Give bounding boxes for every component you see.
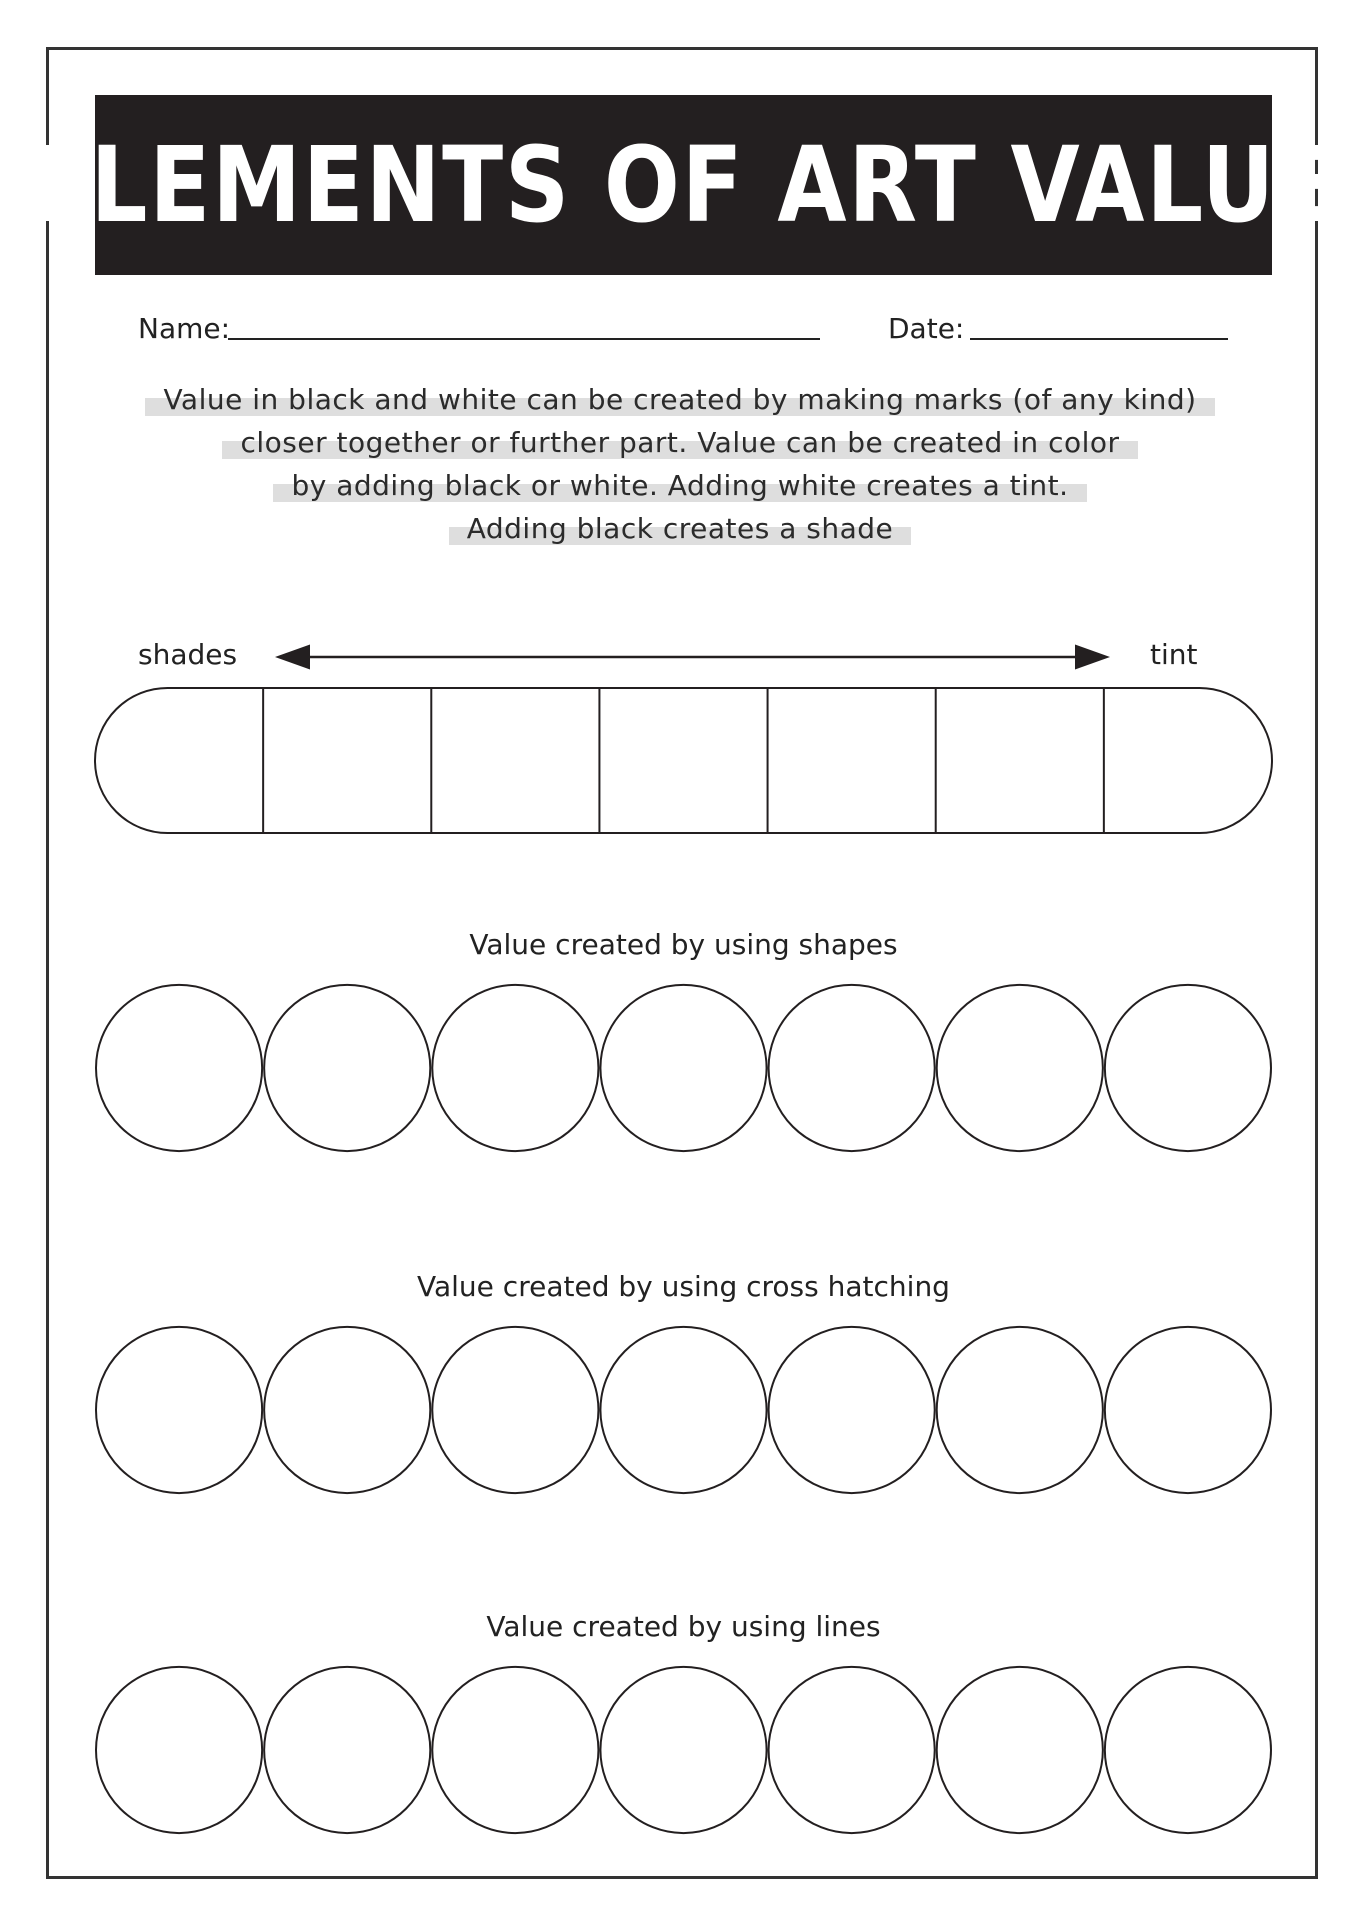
intro-line: Adding black creates a shade [100,507,1260,550]
section-label-cross-hatching: Value created by using cross hatching [417,1270,950,1303]
page-title: ELEMENTS OF ART VALUE [27,124,1340,246]
value-scale-cell[interactable] [263,688,431,833]
practice-circle[interactable] [769,1667,935,1833]
practice-circle[interactable] [1105,1327,1271,1493]
tint-label: tint [1150,638,1198,671]
practice-circle[interactable] [96,1327,262,1493]
practice-circle[interactable] [937,985,1103,1151]
section-label-shapes: Value created by using shapes [469,928,898,961]
practice-circle[interactable] [264,1327,430,1493]
practice-circle[interactable] [769,985,935,1151]
practice-circle[interactable] [264,985,430,1151]
practice-circle[interactable] [1105,1667,1271,1833]
value-scale [95,688,1272,833]
intro-line: closer together or further part. Value can be created in color [100,421,1260,464]
value-scale-cell[interactable] [936,688,1104,833]
practice-circle[interactable] [937,1327,1103,1493]
name-label: Name: [138,312,231,345]
practice-circle[interactable] [769,1327,935,1493]
practice-circle[interactable] [600,1327,766,1493]
practice-circle[interactable] [96,985,262,1151]
value-scale-cell[interactable] [1104,688,1272,833]
intro-line: Value in black and white can be created by making marks (of any kind) [100,378,1260,421]
practice-circle[interactable] [432,1667,598,1833]
practice-circle[interactable] [96,1667,262,1833]
practice-circle[interactable] [264,1667,430,1833]
value-scale-cell[interactable] [599,688,767,833]
value-scale-cell[interactable] [768,688,936,833]
shades-label: shades [138,638,238,671]
practice-circle[interactable] [600,985,766,1151]
practice-circle[interactable] [937,1667,1103,1833]
practice-circles [96,985,1271,1833]
practice-circle[interactable] [432,1327,598,1493]
practice-circle[interactable] [600,1667,766,1833]
value-scale-cell[interactable] [95,688,263,833]
practice-circle[interactable] [432,985,598,1151]
section-label-lines: Value created by using lines [486,1610,881,1643]
practice-circle[interactable] [1105,985,1271,1151]
intro-line: by adding black or white. Adding white creates a tint. [100,464,1260,507]
value-scale-cell[interactable] [431,688,599,833]
date-label: Date: [888,312,965,345]
